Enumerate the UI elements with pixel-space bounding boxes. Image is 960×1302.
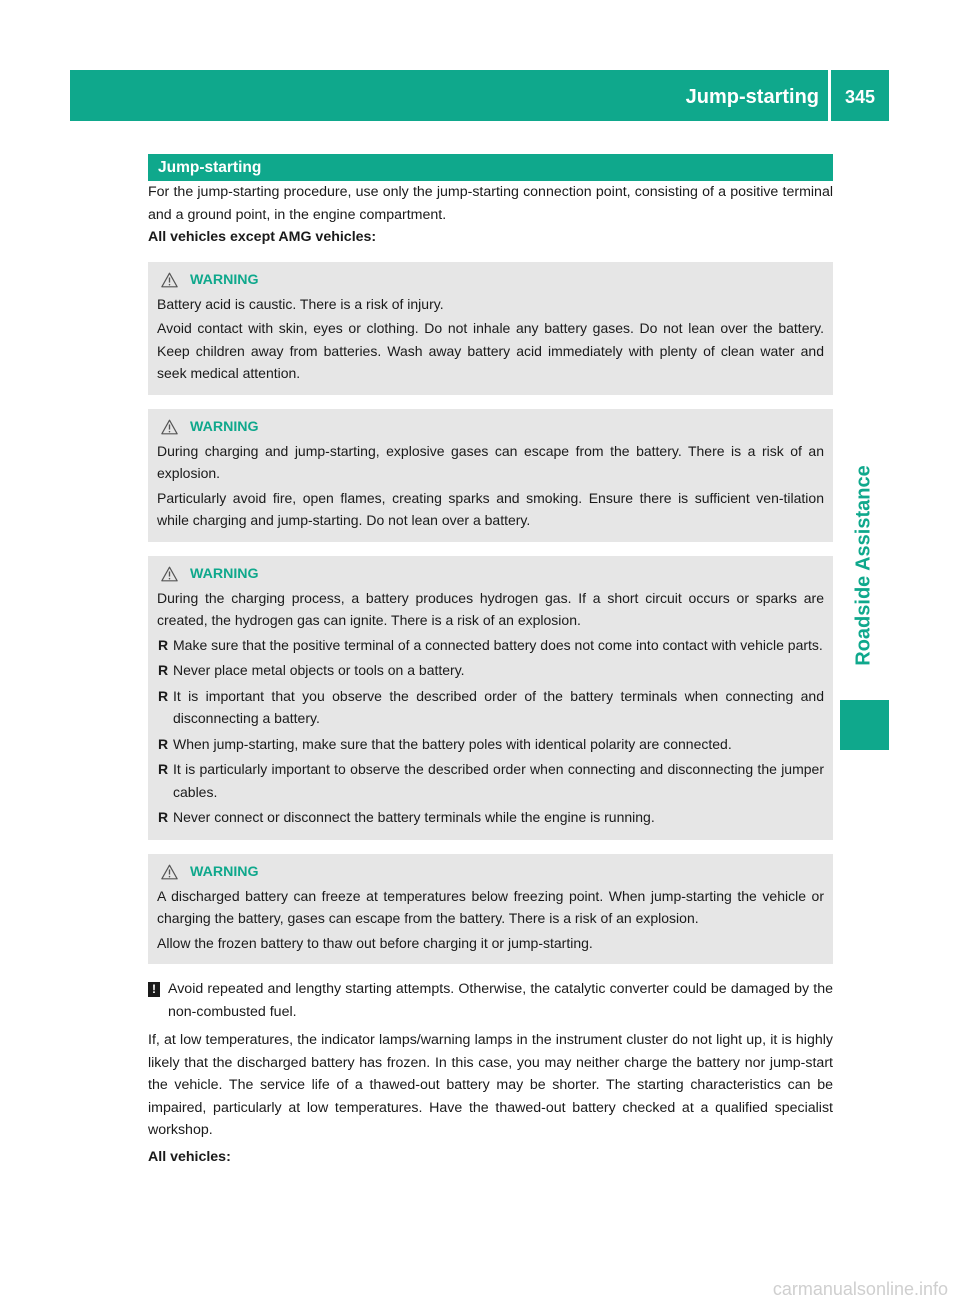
header-title: Jump-starting	[685, 86, 819, 108]
warning-paragraph: A discharged battery can freeze at temperatures below freezing point. When jump-starting the vehicle or charging the battery, gases can escape from the battery. There is a risk of an explosion.	[157, 887, 824, 926]
warning-triangle-icon	[161, 864, 178, 880]
frozen-battery-paragraph: If, at low temperatures, the indicator lamps/warning lamps in the instrument cluster do not light up, it is highly likely that the discharged battery has frozen. In this case, you may neither charge the battery nor jump-start the vehicle. The service life of a thawed-out battery may be shorter. The starting characteristics can be impaired, particularly at low temperatures. Have the thawed-out battery checked at a qualified specialist workshop.	[148, 1032, 833, 1138]
warning-bullet-text: Never connect or disconnect the battery terminals while the engine is running.	[173, 809, 655, 825]
bullet-marker-icon: R	[158, 735, 169, 752]
warning-title: WARNING	[190, 271, 259, 288]
watermark: carmanualsonline.info	[772, 1279, 948, 1299]
warning-header	[157, 861, 824, 883]
warning-paragraph: Battery acid is caustic. There is a risk of injury.	[157, 295, 444, 312]
warning-bullet	[157, 733, 824, 756]
warning-triangle-icon	[161, 419, 178, 435]
warning-header	[157, 269, 824, 291]
page-content	[148, 154, 833, 1168]
warning-box	[148, 556, 833, 840]
subhead-non-amg: All vehicles except AMG vehicles:	[148, 229, 377, 245]
bullet-marker-icon: R	[158, 636, 169, 653]
warning-paragraph: Particularly avoid fire, open flames, creating sparks and smoking. Ensure there is sufficient ven-tilation while charging and jump-starting. Do not lean over a battery.	[157, 489, 824, 528]
warning-bullet	[157, 659, 824, 682]
warning-box	[148, 262, 833, 395]
warning-paragraph: During the charging process, a battery produces hydrogen gas. If a short circuit occurs or sparks are created, the hydrogen gas can ignite. There is a risk of an explosion.	[157, 589, 824, 628]
warning-title: WARNING	[190, 565, 259, 582]
warning-header	[157, 416, 824, 438]
page-number: 345	[844, 87, 876, 107]
warning-bullet-text: When jump-starting, make sure that the battery poles with identical polarity are connected.	[173, 735, 732, 752]
section-title: Jump-starting	[148, 154, 833, 181]
warnings-list	[148, 262, 833, 965]
warning-bullet-text: Make sure that the positive terminal of a connected battery does not come into contact with vehicle parts.	[173, 636, 823, 653]
intro-paragraph: For the jump-starting procedure, use only the jump-starting connection point, consisting of a positive terminal and a ground point, in the engine compartment.	[148, 184, 833, 223]
warning-bullet	[157, 758, 824, 803]
warning-paragraph: During charging and jump-starting, explosive gases can escape from the battery. There is a risk of an explosion.	[157, 442, 824, 481]
exclamation-icon: !	[148, 982, 160, 997]
warning-triangle-icon	[161, 566, 178, 582]
warning-bullet	[157, 634, 824, 657]
warning-triangle-icon	[161, 272, 178, 288]
caution-note	[148, 978, 833, 1023]
note-text: Avoid repeated and lengthy starting attempts. Otherwise, the catalytic converter could be damaged by the non-combusted fuel.	[168, 981, 833, 1020]
side-tab-marker	[840, 700, 889, 750]
bullet-marker-icon: R	[158, 809, 169, 825]
bullet-marker-icon: R	[158, 662, 169, 678]
warning-title: WARNING	[190, 863, 259, 880]
warning-bullet	[157, 685, 824, 730]
warning-box	[148, 409, 833, 542]
bullet-marker-icon: R	[158, 761, 169, 777]
warning-bullet-text: Never place metal objects or tools on a battery.	[173, 662, 465, 678]
warning-bullet-text: It is important that you observe the described order of the battery terminals when connecting and disconnecting a battery.	[173, 687, 824, 726]
warning-bullet-list	[157, 634, 824, 829]
warning-bullet-text: It is particularly important to observe the described order when connecting and disconnecting the jumper cables.	[173, 761, 824, 800]
warning-title: WARNING	[190, 418, 259, 435]
warning-box	[148, 854, 833, 965]
warning-bullet	[157, 806, 824, 829]
subhead-all-vehicles: All vehicles:	[148, 1148, 231, 1165]
page-header	[70, 70, 889, 121]
side-tab-label: Roadside Assistance	[853, 464, 876, 666]
warning-paragraph: Allow the frozen battery to thaw out before charging it or jump-starting.	[157, 934, 593, 951]
bullet-marker-icon: R	[158, 687, 169, 704]
warning-paragraph: Avoid contact with skin, eyes or clothing. Do not inhale any battery gases. Do not lean over the battery. Keep children away from batteries. Wash away battery acid immediately with plenty of clean water and seek medical attention.	[157, 320, 824, 381]
warning-header	[157, 563, 824, 585]
side-tab	[840, 440, 889, 690]
